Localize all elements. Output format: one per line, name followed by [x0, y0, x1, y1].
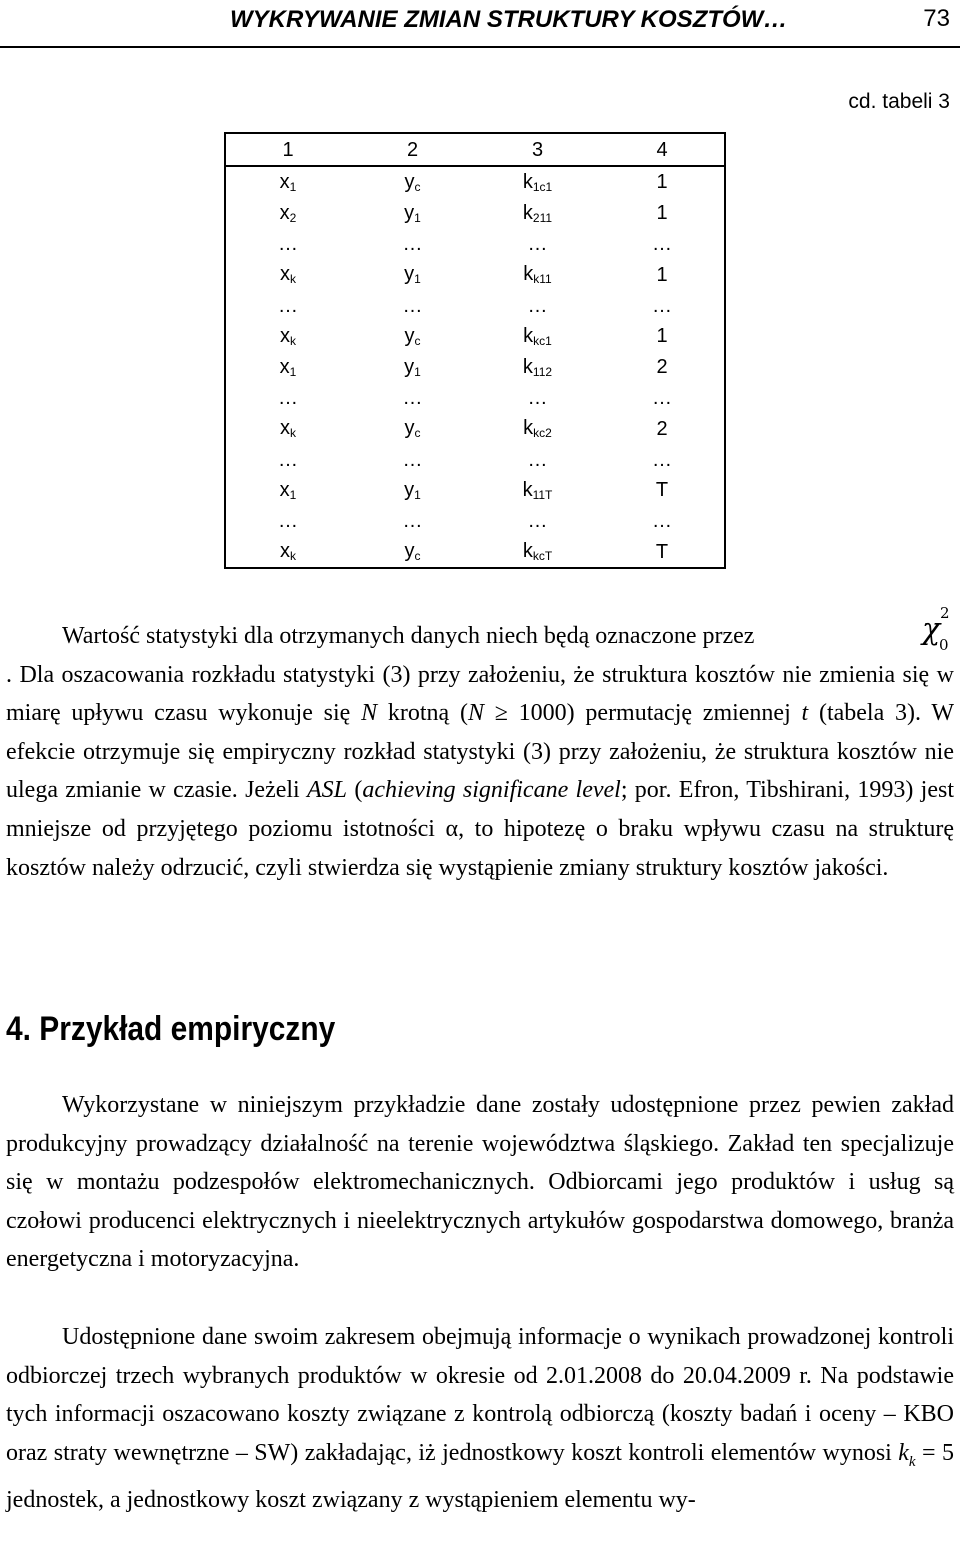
paragraph-statistic — [6, 617, 954, 887]
cell-subscript: kcT — [532, 549, 553, 564]
table-cell — [600, 383, 725, 414]
table-row — [225, 229, 725, 260]
cell-subscript: k11 — [533, 272, 552, 287]
text-run: Wykorzystane w niniejszym przykładzie dane zostały udostępnione przez pewien zakład produkcyjny prowadzący działalność na terenie województwa śląskiego. Zakład ten specjalizuje się w montażu podzespołów elektromechanicznych. Odbiorcami jego produktów i usług są czołowi producenci elektrycznych i nieelektrycznych artykułów gospodarstwa domowego, branża energetyczna i motoryzacyjna. — [6, 1092, 954, 1273]
cell-base: y — [404, 417, 415, 440]
running-title: WYKRYWANIE ZMIAN STRUKTURY KOSZTÓW… — [230, 6, 788, 33]
text-run: ( — [347, 777, 363, 804]
text-run: Udostępnione dane swoim zakresem obejmują informacje o wynikach prowadzonej kontroli odbiorczej trzech wybranych produktów w okresie od 2.01.2008 do 20.04.2009 r. Na podstawie tych informacji oszacowano koszty związane z kontrolą odbiorczą (koszty badań i oceny – KBO oraz straty wewnętrzne – SW) zakładając, iż jednostkowy koszt kontroli elementów wynosi — [6, 1324, 954, 1466]
cell-base: k — [522, 201, 533, 224]
cell-subscript: 2 — [289, 210, 297, 225]
section-heading: 4. Przykład empiryczny — [6, 1010, 336, 1048]
table-row — [225, 444, 725, 475]
table-cell — [225, 506, 350, 537]
column-header: 2 — [350, 133, 475, 166]
table-cell — [225, 444, 350, 475]
table-caption: cd. tabeli 3 — [848, 90, 950, 113]
cell-subscript: 1 — [414, 272, 421, 287]
math-t: t — [801, 700, 809, 727]
chi-base: χ — [922, 612, 941, 647]
text-run: (tabela 3). W efekcie otrzymuje się empiryczny rozkład statystyki (3) przy założeniu, że struktura kosztów nie ulega zmianie w czasie. Jeżeli — [6, 700, 954, 804]
table-row — [225, 290, 725, 321]
text-run: ; por. Efron, Tibshirani, 1993) jest mniejsze od przyjętego poziomu istotności α, to hipotezę o braku wpływu czasu na strukturę kosztów należy odrzucić, czyli stwierdza się wystąpienie zmiany struktury kosztów jakości. — [6, 777, 955, 881]
cell-subscript: kc1 — [533, 333, 552, 348]
cell-base: 1 — [656, 171, 668, 194]
cell-base: k — [522, 478, 533, 501]
table-row — [225, 475, 725, 506]
table-row — [225, 352, 725, 383]
table-cell — [350, 506, 475, 537]
asl-abbrev: ASL — [307, 777, 348, 804]
cell-base: … — [527, 294, 548, 317]
table-cell — [475, 537, 600, 569]
cell-base: k — [522, 170, 533, 193]
table-cell — [600, 321, 725, 352]
table-cell — [350, 259, 475, 290]
cell-subscript: k — [290, 333, 296, 348]
table-cell — [475, 166, 600, 198]
text-run: = 5 jednostek, a jednostkowy koszt związany z wystąpieniem elementu wy- — [6, 1439, 954, 1514]
table-cell — [225, 198, 350, 229]
cell-base: x — [279, 355, 290, 378]
cell-subscript: 1c1 — [532, 179, 553, 194]
cell-base: y — [404, 540, 415, 563]
table-cell — [225, 259, 350, 290]
cell-base: y — [404, 263, 415, 286]
cell-base: 1 — [656, 263, 668, 286]
cell-base: … — [527, 510, 548, 533]
cell-base: 2 — [656, 417, 668, 440]
page-number: 73 — [923, 5, 950, 32]
cell-subscript: 1 — [289, 487, 297, 502]
cell-subscript: 1 — [289, 364, 297, 379]
cell-subscript: 112 — [532, 364, 553, 379]
cell-base: … — [278, 386, 298, 409]
cell-base: k — [522, 540, 533, 563]
cell-base: x — [279, 201, 290, 224]
column-header: 1 — [225, 133, 350, 166]
table-row — [225, 321, 725, 352]
table-cell — [600, 537, 725, 569]
cell-base: T — [655, 479, 669, 502]
table-cell — [475, 259, 600, 290]
cell-base: y — [404, 478, 415, 501]
table-cell — [350, 537, 475, 569]
table-cell — [600, 166, 725, 198]
table-cell — [225, 229, 350, 260]
column-header: 3 — [475, 133, 600, 166]
column-header: 4 — [600, 133, 725, 166]
cell-base: … — [402, 386, 423, 409]
cell-base: x — [279, 170, 290, 193]
table-cell — [350, 413, 475, 444]
cell-subscript: c — [414, 333, 421, 348]
math-k — [898, 1439, 916, 1470]
math-n: N — [361, 700, 378, 727]
cell-base: … — [652, 510, 672, 533]
cell-base: … — [402, 448, 423, 471]
table-cell — [475, 321, 600, 352]
paragraph-data-scope — [6, 1318, 954, 1520]
cell-base: y — [404, 201, 415, 224]
table-cell — [600, 198, 725, 229]
table-cell — [475, 290, 600, 321]
cell-subscript: k — [290, 549, 296, 564]
table-row — [225, 537, 725, 569]
cell-subscript: 211 — [532, 210, 553, 225]
table-cell — [225, 321, 350, 352]
cell-subscript: 1 — [414, 210, 421, 225]
cell-subscript: kc2 — [533, 426, 552, 441]
asl-full: achieving significane level — [362, 777, 621, 804]
table-cell — [350, 166, 475, 198]
cell-base: … — [402, 232, 423, 255]
table-cell — [475, 383, 600, 414]
table-row — [225, 413, 725, 444]
table-row — [225, 259, 725, 290]
table-row — [225, 198, 725, 229]
math-n: N — [467, 700, 484, 727]
cell-subscript: 1 — [289, 179, 297, 194]
cell-base: … — [652, 294, 672, 317]
cell-subscript: k — [290, 426, 296, 441]
table-cell — [475, 475, 600, 506]
table-cell — [350, 321, 475, 352]
table-cell — [600, 352, 725, 383]
cell-base: T — [655, 540, 669, 563]
table-cell — [600, 506, 725, 537]
table-cell — [600, 290, 725, 321]
cell-base: x — [280, 263, 290, 286]
table-header-row — [225, 133, 725, 166]
table-cell — [225, 290, 350, 321]
table-cell — [350, 290, 475, 321]
table-cell — [475, 506, 600, 537]
cell-base: x — [279, 478, 290, 501]
cell-base: y — [404, 324, 415, 347]
table-cell — [475, 229, 600, 260]
cell-base: k — [523, 417, 534, 440]
cell-base: … — [527, 232, 548, 255]
cell-subscript: 11T — [532, 487, 553, 502]
table-cell — [225, 537, 350, 569]
cell-base: k — [523, 263, 534, 286]
cell-subscript: c — [414, 549, 421, 564]
cell-base: 2 — [656, 356, 668, 379]
math-k-base: k — [898, 1439, 909, 1466]
cell-base: … — [652, 232, 672, 255]
cell-base: … — [278, 510, 298, 533]
table-cell — [350, 444, 475, 475]
table-cell — [225, 352, 350, 383]
cell-base: … — [527, 386, 548, 409]
paragraph-data-source — [6, 1086, 954, 1279]
table-cell — [225, 413, 350, 444]
table-body — [225, 133, 725, 568]
cell-base: x — [280, 540, 290, 563]
page-header — [0, 0, 960, 48]
chi-superscript: 2 — [940, 604, 950, 622]
table-cell — [350, 475, 475, 506]
table-cell — [600, 444, 725, 475]
table-cell — [350, 383, 475, 414]
table-cell — [225, 475, 350, 506]
text-run: . Dla oszacowania rozkładu statystyki (3) przy założeniu, że struktura kosztów nie zmienia się w miarę upływu czasu wykonuje się — [6, 661, 954, 727]
cell-base: 1 — [656, 325, 668, 348]
chi-subscript: 0 — [939, 636, 949, 654]
table-cell — [600, 413, 725, 444]
paragraph-first-line — [6, 617, 954, 656]
cell-base: k — [523, 324, 534, 347]
cell-base: … — [402, 294, 423, 317]
cell-base: … — [652, 448, 672, 471]
table-row — [225, 383, 725, 414]
table-cell — [600, 229, 725, 260]
table-row — [225, 166, 725, 198]
cell-subscript: c — [414, 179, 421, 194]
cell-subscript: k — [290, 272, 296, 287]
first-line-text: Wartość statystyki dla otrzymanych danych niech będą oznaczone przez — [62, 623, 755, 649]
table-cell — [600, 259, 725, 290]
data-table — [224, 132, 726, 569]
table-row — [225, 506, 725, 537]
text-run: krotną ( — [377, 700, 468, 727]
cell-base: 1 — [656, 202, 668, 225]
table-cell — [350, 229, 475, 260]
cell-base: … — [527, 448, 548, 471]
cell-base: x — [280, 324, 290, 347]
table-cell — [350, 352, 475, 383]
math-k-sub: k — [908, 1453, 916, 1470]
text-run: ≥ 1000) permutację zmiennej — [483, 700, 802, 727]
cell-base: … — [278, 294, 298, 317]
cell-base: … — [278, 448, 298, 471]
table-cell — [475, 413, 600, 444]
table-cell — [600, 475, 725, 506]
cell-base: y — [404, 355, 415, 378]
table-cell — [475, 444, 600, 475]
cell-subscript: 1 — [414, 364, 421, 379]
table-cell — [350, 198, 475, 229]
table-cell — [475, 352, 600, 383]
cell-base: … — [652, 386, 672, 409]
cell-subscript: c — [414, 426, 421, 441]
cell-base: … — [402, 510, 423, 533]
table-cell — [225, 166, 350, 198]
cell-base: x — [280, 417, 290, 440]
table-cell — [225, 383, 350, 414]
cell-subscript: 1 — [414, 487, 421, 502]
table-cell — [475, 198, 600, 229]
cell-base: … — [278, 232, 298, 255]
cell-base: k — [522, 355, 533, 378]
cell-base: y — [404, 170, 415, 193]
